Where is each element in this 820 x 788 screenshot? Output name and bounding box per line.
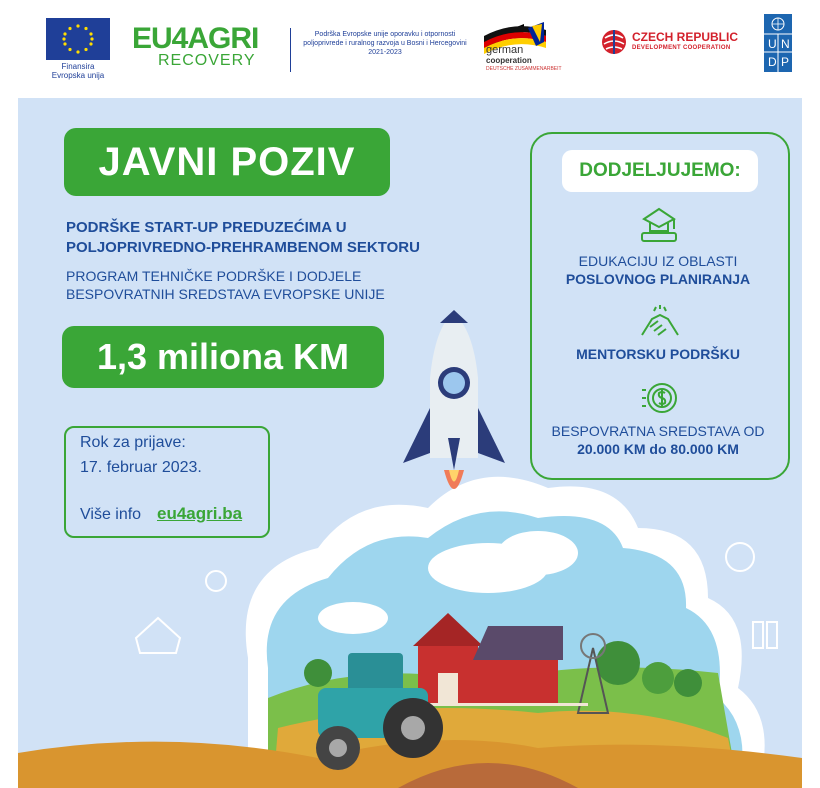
eu-funding-caption: Finansira Evropska unija	[51, 62, 105, 80]
undp-logo-icon	[764, 14, 792, 72]
eu-flag-icon	[46, 18, 110, 60]
subtitle-line2: POLJOPRIVREDNO-PREHRAMBENOM SEKTORU	[66, 239, 420, 256]
offer-heading: DODJELJUJEMO:	[562, 150, 758, 192]
page-title: JAVNI POZIV	[64, 128, 390, 196]
program-line2: BESPOVRATNIH SREDSTAVA EVROPSKE UNIJE	[66, 286, 385, 302]
deadline-label: Rok za prijave:	[80, 434, 186, 451]
education-icon	[636, 205, 682, 245]
header-divider	[290, 28, 291, 72]
undp-letter-d: D	[768, 55, 777, 69]
offer-item3-line1: BESPOVRATNA SREDSTAVA OD	[551, 423, 765, 439]
undp-letter-p: P	[781, 55, 790, 69]
money-icon	[640, 380, 680, 416]
funding-amount: 1,3 miliona KM	[62, 326, 384, 388]
info-link[interactable]: eu4agri.ba	[157, 504, 243, 523]
czech-globe-icon	[600, 28, 628, 56]
eu-support-text: Podrška Evropske unije oporavku i otpornosti poljoprivrede i ruralnog razvoja u Bosni i Hercegovini 2021-2023	[303, 31, 467, 56]
subtitle-line1: PODRŠKE START-UP PREDUZEĆIMA U	[66, 219, 347, 236]
german-cooperation-line3: DEUTSCHE ZUSAMMENARBEIT	[486, 66, 562, 72]
offer-item2: MENTORSKU PODRŠKU	[576, 346, 740, 362]
subtitle	[66, 218, 420, 258]
czech-republic-subtitle: DEVELOPMENT COOPERATION	[632, 45, 731, 51]
offer-item3-line2: 20.000 KM do 80.000 KM	[577, 441, 739, 457]
offer-item1-line1: EDUKACIJU IZ OBLASTI	[578, 253, 738, 269]
deadline-date: 17. februar 2023.	[80, 459, 202, 476]
program-line1: PROGRAM TEHNIČKE PODRŠKE I DODJELE	[66, 268, 362, 284]
program-description	[66, 267, 385, 303]
handshake-icon	[638, 305, 682, 341]
german-cooperation-line1: german	[486, 44, 524, 56]
undp-letter-n: N	[781, 37, 790, 51]
offer-item1-line2: POSLOVNOG PLANIRANJA	[565, 271, 751, 287]
info-label: Više info	[80, 506, 142, 523]
partner-logos-bar	[0, 0, 820, 98]
undp-letter-u: U	[768, 37, 777, 51]
german-cooperation-line2: cooperation	[486, 56, 532, 65]
czech-republic-title: CZECH REPUBLIC	[632, 30, 739, 44]
eu4agri-logo-sub: RECOVERY	[158, 52, 256, 69]
eu4agri-logo: EU4AGRI	[132, 22, 259, 55]
